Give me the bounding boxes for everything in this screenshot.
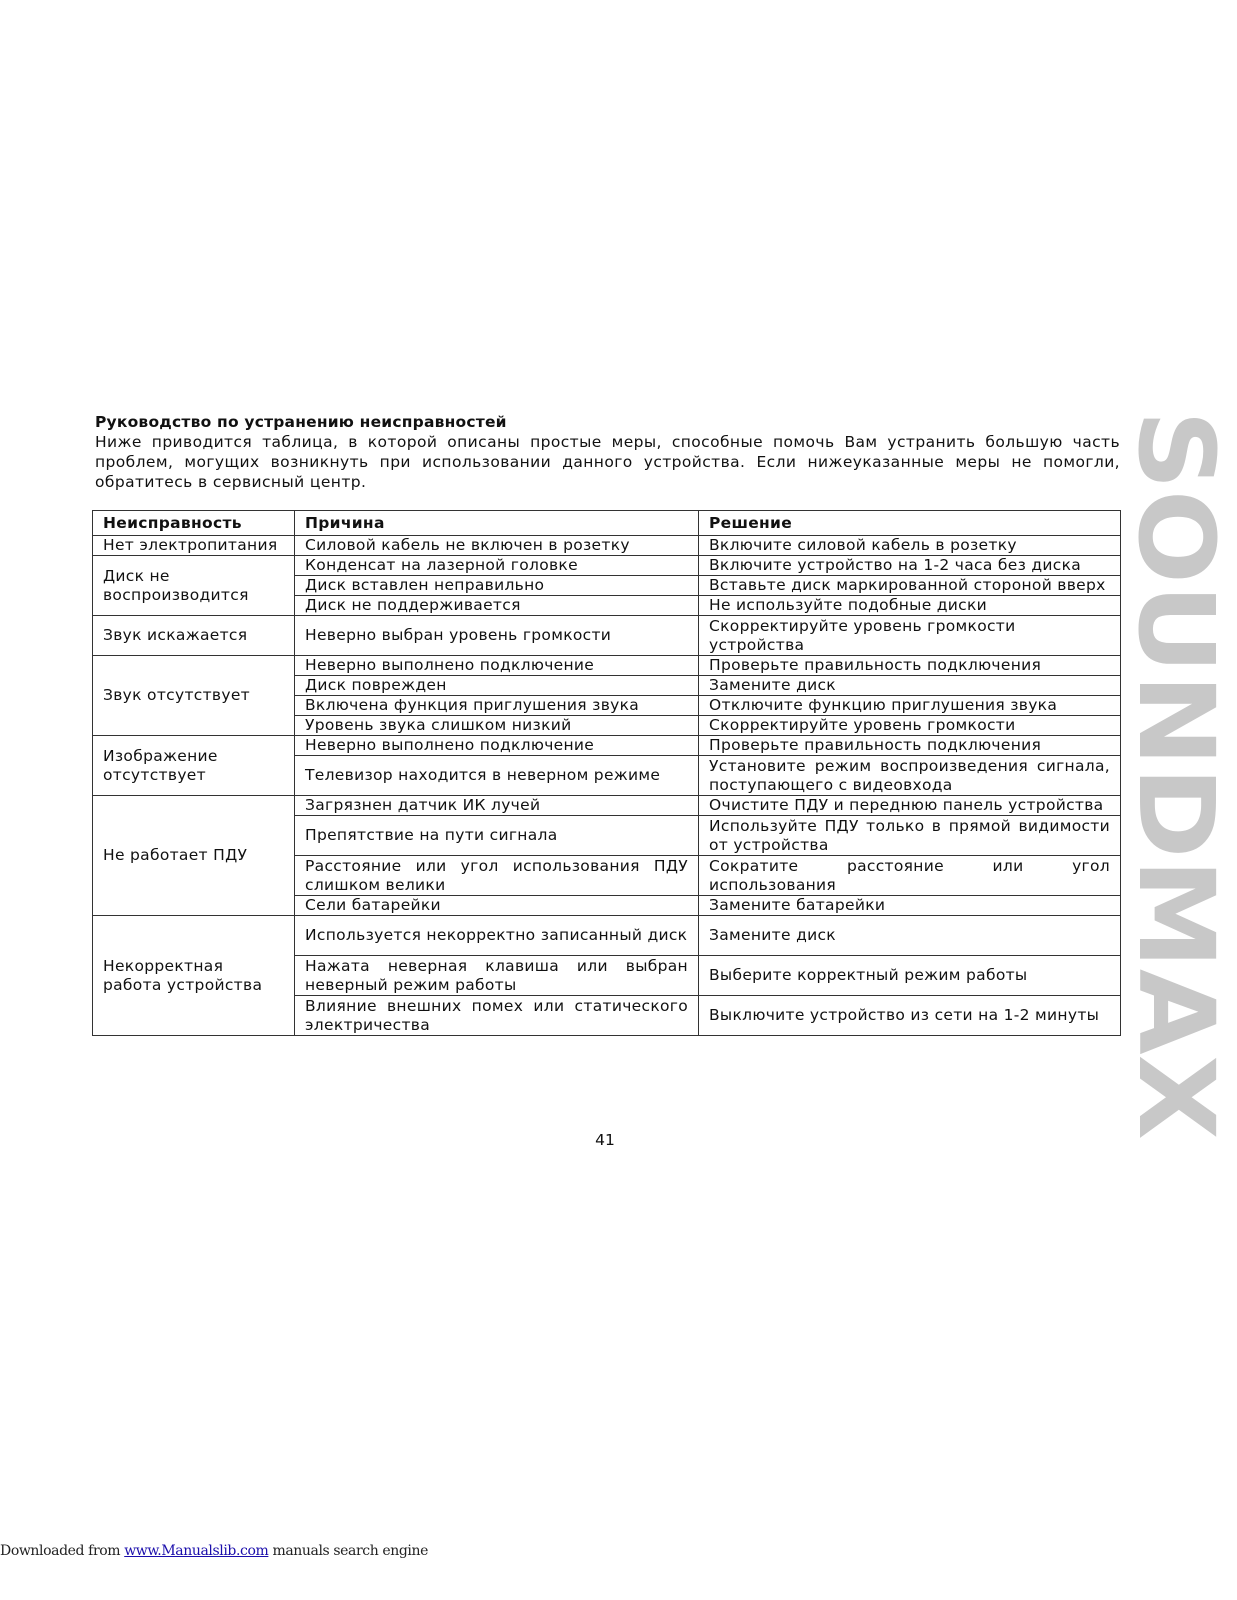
footer-prefix: Downloaded from bbox=[0, 1543, 125, 1559]
fault-cell: Звук отсутствует bbox=[93, 656, 295, 736]
fault-cell: Диск не воспроизводится bbox=[93, 556, 295, 616]
fault-cell: Звук искажается bbox=[93, 616, 295, 656]
fault-cell: Не работает ПДУ bbox=[93, 796, 295, 916]
footer-suffix: manuals search engine bbox=[268, 1543, 429, 1559]
brand-logo-text: SOUNDMAX bbox=[1115, 410, 1237, 1096]
solution-cell: Замените диск bbox=[699, 916, 1121, 956]
solution-cell: Вставьте диск маркированной стороной вверх bbox=[699, 576, 1121, 596]
page-number: 41 bbox=[595, 1131, 615, 1149]
fault-cell: Изображение отсутствует bbox=[93, 736, 295, 796]
solution-cell: Замените батарейки bbox=[699, 896, 1121, 916]
solution-cell: Выключите устройство из сети на 1-2 минуты bbox=[699, 996, 1121, 1036]
solution-cell: Установите режим воспроизведения сигнала, поступающего с видеовхода bbox=[699, 756, 1121, 796]
intro-paragraph: Ниже приводится таблица, в которой описаны простые меры, способные помочь Вам устранить большую часть проблем, могущих возникнуть при использовании данного устройства. Если нижеуказанные меры не помогли, обратитесь в сервисный центр. bbox=[95, 433, 1120, 491]
table-row bbox=[93, 796, 1121, 816]
fault-cell: Нет электропитания bbox=[93, 536, 295, 556]
solution-cell: Проверьте правильность подключения bbox=[699, 736, 1121, 756]
solution-cell: Используйте ПДУ только в прямой видимости от устройства bbox=[699, 816, 1121, 856]
cause-cell: Телевизор находится в неверном режиме bbox=[295, 756, 699, 796]
cause-cell: Диск вставлен неправильно bbox=[295, 576, 699, 596]
solution-cell: Замените диск bbox=[699, 676, 1121, 696]
table-row bbox=[93, 736, 1121, 756]
cause-cell: Сели батарейки bbox=[295, 896, 699, 916]
cause-cell: Включена функция приглушения звука bbox=[295, 696, 699, 716]
cause-cell: Используется некорректно записанный диск bbox=[295, 916, 699, 956]
solution-cell: Выберите корректный режим работы bbox=[699, 956, 1121, 996]
cause-cell: Диск поврежден bbox=[295, 676, 699, 696]
table-row bbox=[93, 616, 1121, 656]
cause-cell: Неверно выполнено подключение bbox=[295, 656, 699, 676]
header-fault: Неисправность bbox=[93, 511, 295, 536]
table-row bbox=[93, 916, 1121, 956]
table-row bbox=[93, 556, 1121, 576]
cause-cell: Расстояние или угол использования ПДУ слишком велики bbox=[295, 856, 699, 896]
brand-logo bbox=[1115, 405, 1237, 1145]
cause-cell: Загрязнен датчик ИК лучей bbox=[295, 796, 699, 816]
table-header-row bbox=[93, 511, 1121, 536]
cause-cell: Диск не поддерживается bbox=[295, 596, 699, 616]
table-row bbox=[93, 536, 1121, 556]
footer-link[interactable]: www.Manualslib.com bbox=[124, 1543, 269, 1559]
solution-cell: Очистите ПДУ и переднюю панель устройства bbox=[699, 796, 1121, 816]
solution-cell: Скорректируйте уровень громкости устройства bbox=[699, 616, 1121, 656]
solution-cell: Не используйте подобные диски bbox=[699, 596, 1121, 616]
cause-cell: Уровень звука слишком низкий bbox=[295, 716, 699, 736]
solution-cell: Отключите функцию приглушения звука bbox=[699, 696, 1121, 716]
fault-cell: Некорректная работа устройства bbox=[93, 916, 295, 1036]
cause-cell: Неверно выполнено подключение bbox=[295, 736, 699, 756]
cause-cell: Нажата неверная клавиша или выбран неверный режим работы bbox=[295, 956, 699, 996]
table-row bbox=[93, 656, 1121, 676]
section-heading: Руководство по устранению неисправностей bbox=[95, 413, 507, 431]
cause-cell: Неверно выбран уровень громкости bbox=[295, 616, 699, 656]
header-cause: Причина bbox=[295, 511, 699, 536]
cause-cell: Силовой кабель не включен в розетку bbox=[295, 536, 699, 556]
cause-cell: Конденсат на лазерной головке bbox=[295, 556, 699, 576]
cause-cell: Влияние внешних помех или статического электричества bbox=[295, 996, 699, 1036]
header-solution: Решение bbox=[699, 511, 1121, 536]
cause-cell: Препятствие на пути сигнала bbox=[295, 816, 699, 856]
solution-cell: Включите устройство на 1-2 часа без диска bbox=[699, 556, 1121, 576]
solution-cell: Включите силовой кабель в розетку bbox=[699, 536, 1121, 556]
solution-cell: Сократите расстояние или угол использования bbox=[699, 856, 1121, 896]
solution-cell: Скорректируйте уровень громкости bbox=[699, 716, 1121, 736]
solution-cell: Проверьте правильность подключения bbox=[699, 656, 1121, 676]
troubleshooting-table bbox=[92, 510, 1121, 1036]
footer bbox=[0, 1543, 428, 1559]
